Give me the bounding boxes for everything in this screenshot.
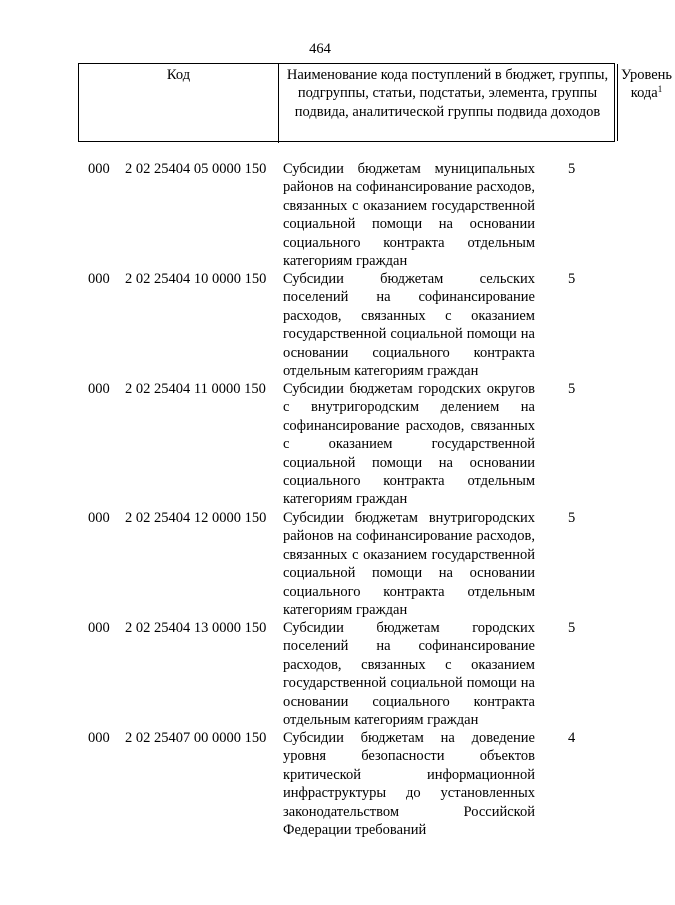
row-level: 5 [568, 620, 576, 636]
table-row [0, 380, 640, 509]
row-prefix: 000 [88, 161, 110, 177]
header-level-footnote: 1 [657, 84, 663, 95]
row-code: 2 02 25404 10 0000 150 [125, 271, 267, 287]
row-level: 5 [568, 510, 576, 526]
row-name: Субсидии бюджетам внутригородских районов на софинансирование расходов, связанных с оказанием государственной социальной помощи на основании социального контракта отдельным категориям граждан [283, 510, 535, 619]
header-level-label: Уровень кода [620, 67, 673, 102]
row-name: Субсидии бюджетам сельских поселений на софинансирование расходов, связанных с оказанием государственной социальной помощи на основании социального контракта отдельным категориям граждан [283, 271, 535, 380]
row-level: 5 [568, 271, 576, 287]
row-name: Субсидии бюджетам городских поселений на софинансирование расходов, связанных с оказанием государственной социальной помощи на основании социального контракта отдельным категориям граждан [283, 620, 535, 729]
row-level: 5 [568, 161, 576, 177]
header-level [618, 64, 675, 143]
table-row [0, 729, 640, 839]
row-code: 2 02 25404 13 0000 150 [125, 620, 267, 636]
row-code: 2 02 25404 12 0000 150 [125, 510, 267, 526]
row-prefix: 000 [88, 510, 110, 526]
row-prefix: 000 [88, 271, 110, 287]
row-name: Субсидии бюджетам муниципальных районов на софинансирование расходов, связанных с оказанием государственной социальной помощи на основании социального контракта отдельным категориям граждан [283, 161, 535, 270]
table-row [0, 509, 640, 619]
row-code: 2 02 25404 11 0000 150 [125, 381, 266, 397]
table-header [78, 63, 673, 142]
row-prefix: 000 [88, 730, 110, 746]
row-code: 2 02 25404 05 0000 150 [125, 161, 267, 177]
table-row [0, 160, 640, 270]
row-code: 2 02 25407 00 0000 150 [125, 730, 267, 746]
row-name: Субсидии бюджетам на доведение уровня безопасности объектов критической информационной инфраструктуры до установленных законодательством Российской Федерации требований [283, 730, 535, 839]
table-row [0, 619, 640, 729]
row-level: 4 [568, 730, 576, 746]
header-code: Код [79, 64, 279, 143]
table-body [0, 160, 640, 839]
row-level: 5 [568, 381, 576, 397]
header-name: Наименование кода поступлений в бюджет, группы, подгруппы, статьи, подстатьи, элемента, группы подвида, аналитической группы подвида доходов [278, 64, 618, 141]
row-name: Субсидии бюджетам городских округов с внутригородским делением на софинансирование расходов, связанных с оказанием государственной социальной помощи на основании социального контракта отдельным категориям граждан [283, 381, 535, 508]
page-number: 464 [309, 41, 331, 57]
table-row [0, 270, 640, 380]
row-prefix: 000 [88, 620, 110, 636]
row-prefix: 000 [88, 381, 110, 397]
